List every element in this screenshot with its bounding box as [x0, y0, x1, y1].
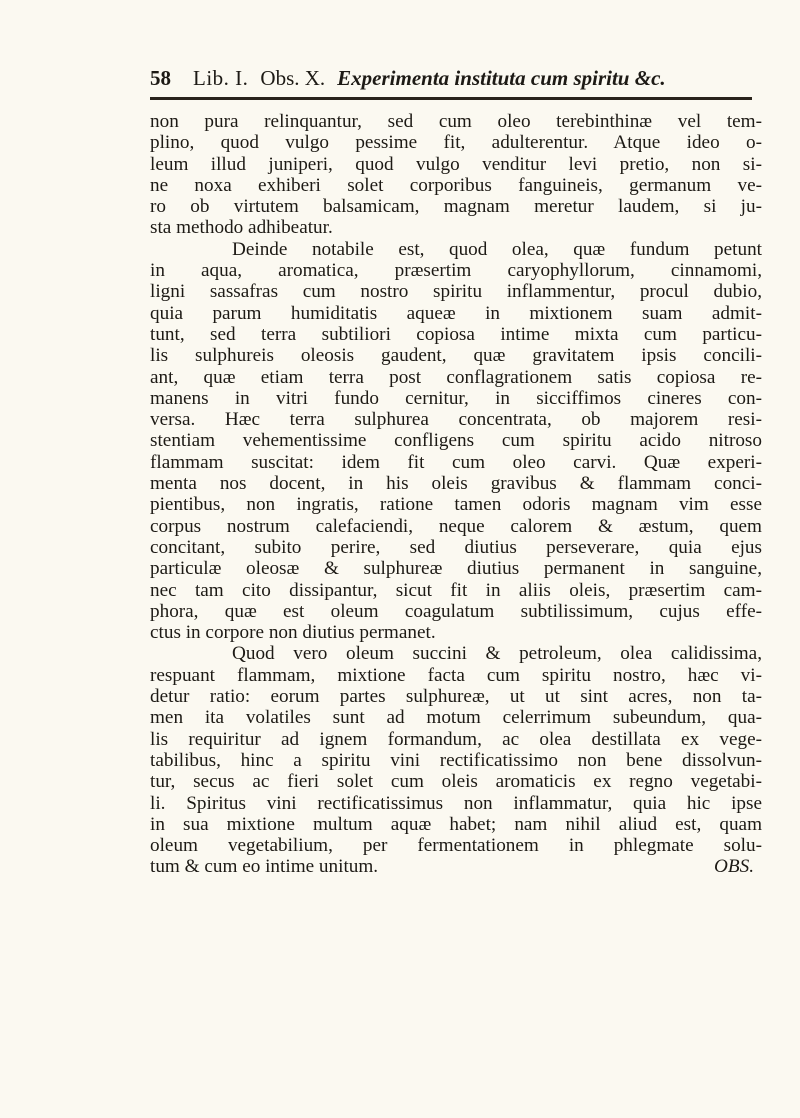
- text-line: ne noxa exhiberi solet corporibus fanguineis, germanum ve-: [150, 174, 762, 196]
- text-line: stentiam vehementissime confligens cum spiritu acido nitroso: [150, 430, 762, 452]
- text-line: oleum vegetabilium, per fermentationem in phlegmate solu-: [150, 835, 762, 857]
- text-line: particulæ oleosæ & sulphureæ diutius permanent in sanguine,: [150, 558, 762, 580]
- text-line: ligni sassafras cum nostro spiritu inflammentur, procul dubio,: [150, 281, 762, 303]
- observation-label: Obs. X.: [260, 66, 326, 90]
- text-line: respuant flammam, mixtione facta cum spiritu nostro, hæc vi-: [150, 664, 762, 686]
- text-line: ctus in corpore non diutius permanet.: [150, 622, 436, 644]
- text-line: menta nos docent, in his oleis gravibus & flammam conci-: [150, 473, 762, 495]
- text-line: in sua mixtione multum aquæ habet; nam nihil aliud est, quam: [150, 813, 762, 835]
- text-line: versa. Hæc terra sulphurea concentrata, ob majorem resi-: [150, 409, 762, 431]
- text-line: leum illud juniperi, quod vulgo venditur levi pretio, non si-: [150, 153, 762, 175]
- text-line: lis requiritur ad ignem formandum, ac olea destillata ex vege-: [150, 728, 762, 750]
- running-title: Experimenta instituta cum spiritu &c.: [337, 66, 666, 90]
- final-line-row: [150, 856, 762, 877]
- text-line: corpus nostrum calefaciendi, neque calorem & æstum, quem: [150, 515, 762, 537]
- text-line: flammam suscitat: idem fit cum oleo carvi. Quæ experi-: [150, 451, 762, 473]
- text-line: tabilibus, hinc a spiritu vini rectificatissimo non bene dissolvun-: [150, 749, 762, 771]
- text-line: li. Spiritus vini rectificatissimus non inflammatur, quia hic ipse: [150, 792, 762, 814]
- text-line: sta methodo adhibeatur.: [150, 217, 333, 239]
- paragraph-start-line: Quod vero oleum succini & petroleum, olea calidissima,: [232, 643, 762, 665]
- catchword: OBS.: [714, 856, 754, 878]
- text-line: quia parum humiditatis aqueæ in mixtionem suam admit-: [150, 302, 762, 324]
- text-line: tunt, sed terra subtiliori copiosa intime mixta cum particu-: [150, 323, 762, 345]
- text-line: in aqua, aromatica, præsertim caryophyllorum, cinnamomi,: [150, 260, 762, 282]
- book-label: Lib. I.: [193, 66, 249, 90]
- text-line: nec tam cito dissipantur, sicut fit in aliis oleis, præsertim cam-: [150, 579, 762, 601]
- page-number: 58: [150, 66, 171, 90]
- text-line: tum & cum eo intime unitum.: [150, 856, 379, 878]
- text-line: phora, quæ est oleum coagulatum subtilissimum, cujus effe-: [150, 600, 762, 622]
- text-line: concitant, subito perire, sed diutius perseverare, quia ejus: [150, 536, 762, 558]
- text-line: detur ratio: eorum partes sulphureæ, ut ut sint acres, non ta-: [150, 686, 762, 708]
- running-header: [150, 66, 760, 96]
- text-line: pientibus, non ingratis, ratione tamen odoris magnam vim esse: [150, 494, 762, 516]
- text-line: men ita volatiles sunt ad motum celerrimum subeundum, qua-: [150, 707, 762, 729]
- text-line: plino, quod vulgo pessime fit, adulterentur. Atque ideo o-: [150, 132, 762, 154]
- header-rule: [150, 97, 752, 100]
- text-line: tur, secus ac fieri solet cum oleis aromaticis ex regno vegetabi-: [150, 771, 762, 793]
- text-line: non pura relinquantur, sed cum oleo terebinthinæ vel tem-: [150, 111, 762, 132]
- text-line: manens in vitri fundo cernitur, in sicciffimos cineres con-: [150, 387, 762, 409]
- text-line: lis sulphureis oleosis gaudent, quæ gravitatem ipsis concili-: [150, 345, 762, 367]
- text-line: ant, quæ etiam terra post conflagrationem satis copiosa re-: [150, 366, 762, 388]
- paragraph-start-line: Deinde notabile est, quod olea, quæ fundum petunt: [232, 238, 762, 260]
- text-line: ro ob virtutem balsamicam, magnam meretur laudem, si ju-: [150, 196, 762, 218]
- body-text: [150, 111, 762, 878]
